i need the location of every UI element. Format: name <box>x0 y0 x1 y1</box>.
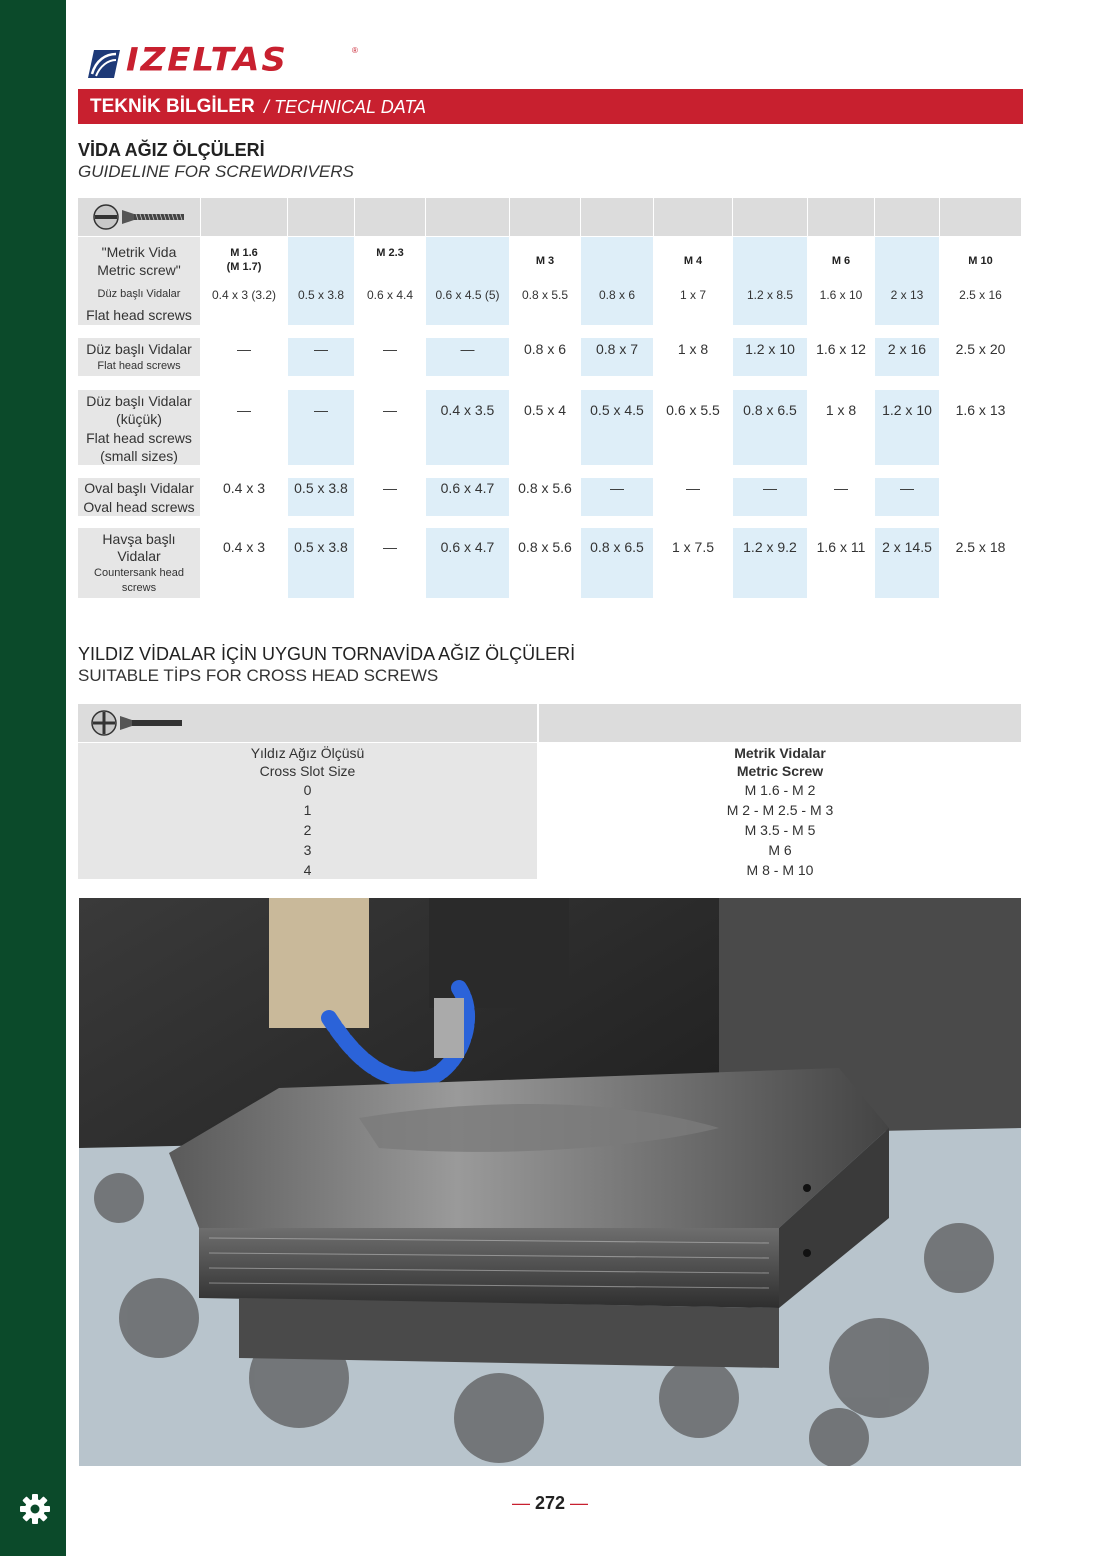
table-value: 0.8 x 5.6 <box>518 539 572 555</box>
table-value: — <box>900 480 914 496</box>
section1-title: VİDA AĞIZ ÖLÇÜLERİ <box>78 140 265 160</box>
page-dash-right: — <box>570 1493 589 1513</box>
label-r3-tr1: Düz başlı Vidalar <box>86 393 192 409</box>
table-value: 0.8 x 6 <box>598 288 636 302</box>
table-value: 1.6 x 11 <box>816 539 866 555</box>
cross-slot-size: 1 <box>303 802 312 818</box>
cross-left-header-tr: Yıldız Ağız Ölçüsü <box>250 745 365 761</box>
table-value: — <box>314 402 328 418</box>
metric-screw-range: M 6 <box>768 842 792 858</box>
brand-name: IZELTAS <box>126 41 288 79</box>
cross-slot-size: 3 <box>303 842 312 858</box>
slotted-screw-icon <box>90 202 190 232</box>
cross-slot-size: 2 <box>303 822 312 838</box>
table-value: 1 x 8 <box>825 402 857 418</box>
izeltas-logo-icon <box>86 46 122 82</box>
table-value: 1 x 7 <box>679 288 706 302</box>
table-value: 0.5 x 4 <box>523 402 567 418</box>
table-value: 2.5 x 18 <box>955 539 1006 555</box>
blue-cell <box>426 237 509 325</box>
metric-screw-range: M 3.5 - M 5 <box>744 822 816 838</box>
table-value: 2.5 x 16 <box>959 288 1002 302</box>
header-gray-cell <box>288 198 354 236</box>
table-value: — <box>686 480 700 496</box>
brand-reg: ® <box>352 46 358 55</box>
header-gray-cell <box>426 198 509 236</box>
table-value: — <box>834 480 848 496</box>
table-value: 0.4 x 3 <box>222 480 266 496</box>
section1-subtitle: GUIDELINE FOR SCREWDRIVERS <box>78 162 354 181</box>
label-r5-en2: screws <box>121 582 157 594</box>
blue-cell <box>733 237 807 325</box>
label-r4-tr: Oval başlı Vidalar <box>84 480 194 496</box>
cross-slot-size: 0 <box>303 782 312 798</box>
table-value: — <box>383 539 397 555</box>
table-value: 1.6 x 12 <box>816 341 866 357</box>
table-value: 0.8 x 5.5 <box>521 288 569 302</box>
table-value: 2 x 13 <box>890 288 924 302</box>
section2-title: YILDIZ VİDALAR İÇİN UYGUN TORNAVİDA AĞIZ ÖLÇÜLERİ <box>78 644 576 664</box>
table-value: 0.5 x 3.8 <box>297 288 345 302</box>
table-value: 2 x 14.5 <box>882 539 932 555</box>
table-value: 2.5 x 20 <box>955 341 1006 357</box>
size-header: M 10 <box>968 255 993 267</box>
header-gray-cell <box>654 198 732 236</box>
table-value: 1.2 x 10 <box>745 341 795 357</box>
cross-right-header-en: Metric Screw <box>736 763 824 779</box>
table-value: 1.6 x 10 <box>819 288 863 302</box>
header-gray-cell <box>355 198 425 236</box>
label-r4-en: Oval head screws <box>83 499 195 515</box>
label-r5-tr2: Vidalar <box>117 548 161 564</box>
header-icon-cell <box>78 198 200 236</box>
table-value: 1 x 8 <box>677 341 709 357</box>
cross-header-left <box>78 704 537 742</box>
table-value: — <box>763 480 777 496</box>
size-header: M 1.6 <box>230 247 258 259</box>
size-header: M 6 <box>831 255 851 267</box>
page-number-value: 272 <box>534 1493 566 1513</box>
table-value: — <box>383 402 397 418</box>
table-value: — <box>237 402 251 418</box>
label-r3-tr2: (küçük) <box>116 411 162 427</box>
cross-right-header-tr: Metrik Vidalar <box>734 745 826 761</box>
table-value: 1 x 7.5 <box>671 539 715 555</box>
table-value: — <box>237 341 251 357</box>
label-flat-small-en: Flat head screws <box>86 307 192 323</box>
table-value: — <box>314 341 328 357</box>
label-r2-tr: Düz başlı Vidalar <box>86 341 192 357</box>
page-dash-left: — <box>511 1493 530 1513</box>
header-gray-cell <box>875 198 939 236</box>
table-value: 1.2 x 9.2 <box>743 539 797 555</box>
size-header: (M 1.7) <box>226 261 262 273</box>
table-value: — <box>610 480 624 496</box>
label-metric-tr: "Metrik Vida <box>101 244 177 260</box>
banner-title-tr: TEKNİK BİLGİLER <box>90 96 255 117</box>
table-value: 0.4 x 3 (3.2) <box>211 288 277 302</box>
size-header: M 3 <box>535 255 555 267</box>
table-value: — <box>383 341 397 357</box>
page-number <box>0 1493 1100 1514</box>
table-value: 0.6 x 4.7 <box>440 539 495 555</box>
cross-left-header-en: Cross Slot Size <box>259 763 356 779</box>
label-r3-en1: Flat head screws <box>86 430 192 446</box>
size-header: M 4 <box>683 255 703 267</box>
sidebar <box>0 0 66 1556</box>
metric-screw-range: M 2 - M 2.5 - M 3 <box>726 802 834 818</box>
cross-slot-size: 4 <box>303 862 312 878</box>
table-value: 0.8 x 5.6 <box>518 480 572 496</box>
table-value: 0.6 x 4.4 <box>366 288 414 302</box>
table-value: 1.2 x 10 <box>882 402 932 418</box>
table-value: 0.6 x 4.7 <box>440 480 495 496</box>
table-value: — <box>460 341 475 357</box>
cross-header-right <box>539 704 1021 742</box>
metric-screw-range: M 1.6 - M 2 <box>744 782 816 798</box>
label-r3-en2: (small sizes) <box>100 448 178 464</box>
table-value: 0.5 x 3.8 <box>294 539 348 555</box>
blue-cell <box>581 237 653 325</box>
table-value: 1.6 x 13 <box>955 402 1006 418</box>
table-value: 0.5 x 4.5 <box>590 402 644 418</box>
header-gray-cell <box>201 198 287 236</box>
header-gray-cell <box>733 198 807 236</box>
label-metric-en: Metric screw" <box>97 262 181 278</box>
label-r2-en: Flat head screws <box>97 360 181 372</box>
table-value: 0.8 x 6.5 <box>590 539 644 555</box>
header-gray-cell <box>510 198 580 236</box>
cnc-milling-photo <box>79 898 1021 1466</box>
table-value: — <box>383 480 397 496</box>
table-value: 0.4 x 3 <box>222 539 266 555</box>
table-value: 0.8 x 7 <box>595 341 639 357</box>
table-value: 0.8 x 6 <box>523 341 567 357</box>
table-value: 0.8 x 6.5 <box>743 402 797 418</box>
label-r5-tr1: Havşa başlı <box>102 531 176 547</box>
table-value: 2 x 16 <box>887 341 927 357</box>
section-banner <box>78 89 1023 124</box>
header-gray-cell <box>940 198 1021 236</box>
table-value: 0.4 x 3.5 <box>440 402 495 418</box>
header-gray-cell <box>808 198 874 236</box>
header-gray-cell <box>581 198 653 236</box>
table-value: 0.6 x 5.5 <box>666 402 720 418</box>
label-flat-small-tr: Düz başlı Vidalar <box>97 288 181 300</box>
table-value: 0.5 x 3.8 <box>294 480 348 496</box>
label-r5-en1: Countersank head <box>94 567 184 579</box>
banner-title-en: / TECHNICAL DATA <box>264 97 427 117</box>
cross-screw-icon <box>88 708 188 738</box>
size-header: M 2.3 <box>376 247 404 259</box>
blue-cell <box>288 237 354 325</box>
table-value: 0.6 x 4.5 (5) <box>435 288 500 302</box>
table-value: 1.2 x 8.5 <box>746 288 794 302</box>
section2-subtitle: SUITABLE TİPS FOR CROSS HEAD SCREWS <box>78 666 439 685</box>
metric-screw-range: M 8 - M 10 <box>746 862 814 878</box>
blue-cell <box>875 237 939 325</box>
